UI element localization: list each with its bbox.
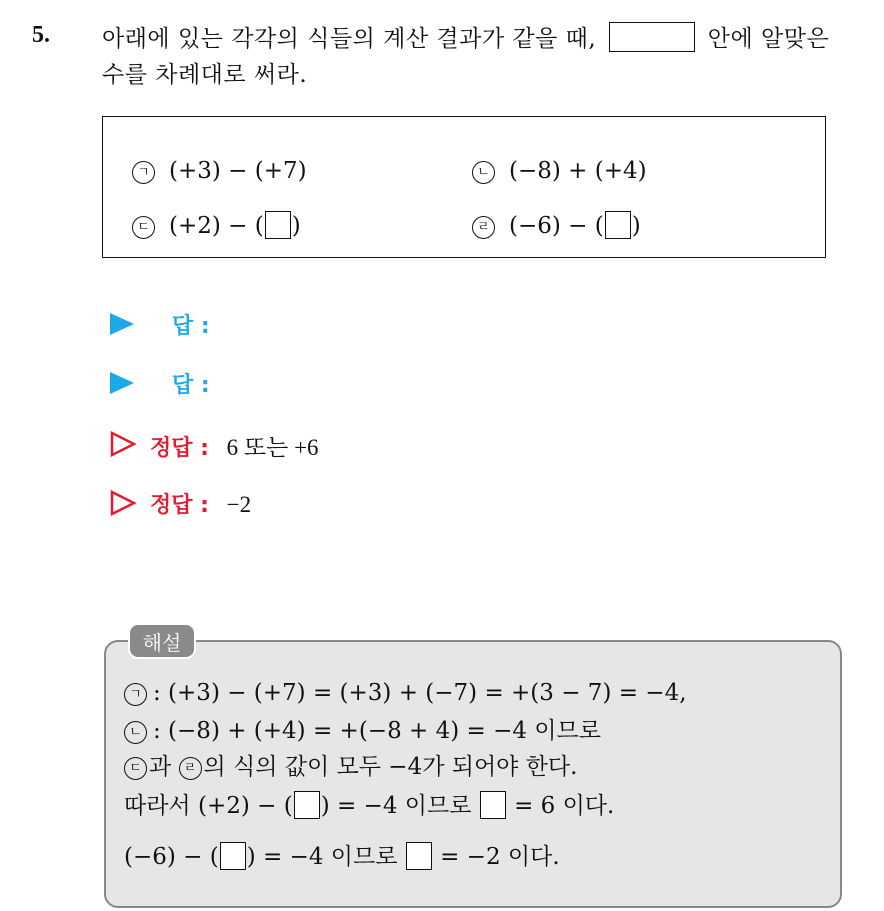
question-number: 5. [32, 22, 50, 48]
correct-arrow-icon [110, 431, 136, 457]
blank-box [406, 842, 432, 870]
solution-line-2-text: : (−8) + (+4) = +(−8 + 4) = −4 이므로 [153, 718, 601, 744]
correct-label-1: 정답 : [150, 436, 209, 461]
correct-value-1: 6 또는 +6 [226, 435, 319, 460]
expression-d-post: ) [631, 213, 641, 239]
expression-d-pre: (−6) − ( [509, 213, 604, 239]
question-text-1a: 아래에 있는 각각의 식들의 계산 결과가 같을 때, [102, 26, 597, 52]
solution-line-3 [124, 748, 577, 782]
solution-line-4-pre: 따라서 (+2) − ( [124, 793, 293, 819]
solution-line-4 [124, 787, 614, 821]
solution-line-4-mid: ) = −4 이므로 [320, 793, 472, 819]
blank-box [609, 22, 695, 52]
solution-line-2 [124, 712, 601, 746]
blank-box [480, 791, 506, 819]
solution-line-5-pre: (−6) − ( [124, 844, 219, 870]
circled-giyeok-icon: ㄱ [132, 161, 155, 184]
circled-nieun-icon: ㄴ [124, 721, 147, 744]
expression-c-pre: (+2) − ( [169, 213, 264, 239]
expression-c [132, 213, 301, 241]
expression-b [472, 158, 647, 186]
solution-line-1 [124, 680, 687, 708]
blank-box [220, 842, 246, 870]
solution-line-5-mid: ) = −4 이므로 [246, 844, 398, 870]
answer-label-2: 답 : [172, 373, 210, 398]
blank-box [605, 211, 631, 239]
expression-a [132, 158, 307, 186]
circled-digeut-icon: ㄷ [132, 216, 155, 239]
blank-box [294, 791, 320, 819]
correct-answer-2 [150, 488, 251, 519]
solution-line-5-post: = −2 이다. [440, 844, 560, 870]
question-text-1b: 안에 알맞은 [707, 26, 830, 52]
solution-line-5 [124, 838, 560, 872]
solution-line-1-text: : (+3) − (+7) = (+3) + (−7) = +(3 − 7) = −4, [153, 680, 687, 706]
solution-line-3-mid: 과 [149, 754, 172, 780]
correct-value-2: −2 [226, 492, 252, 517]
question-line-2: 수를 차례대로 써라. [102, 62, 308, 88]
answer-arrow-icon [110, 372, 134, 394]
answer-label-1: 답 : [172, 314, 210, 339]
circled-rieul-icon: ㄹ [179, 757, 202, 780]
answer-arrow-icon [110, 313, 134, 335]
circled-rieul-icon: ㄹ [472, 216, 495, 239]
circled-nieun-icon: ㄴ [472, 161, 495, 184]
expression-a-text: (+3) − (+7) [169, 158, 307, 184]
expression-b-text: (−8) + (+4) [509, 158, 647, 184]
question-line-1 [102, 20, 829, 55]
blank-box [265, 211, 291, 239]
expression-d [472, 213, 641, 241]
solution-line-4-post: = 6 이다. [514, 793, 615, 819]
solution-line-3-text: 의 식의 값이 모두 −4가 되어야 한다. [203, 754, 578, 780]
correct-label-2: 정답 : [150, 493, 209, 518]
correct-arrow-icon [110, 490, 136, 516]
correct-answer-1 [150, 429, 319, 462]
solution-tag: 해설 [128, 623, 196, 659]
circled-digeut-icon: ㄷ [124, 757, 147, 780]
expression-c-post: ) [291, 213, 301, 239]
circled-giyeok-icon: ㄱ [124, 683, 147, 706]
